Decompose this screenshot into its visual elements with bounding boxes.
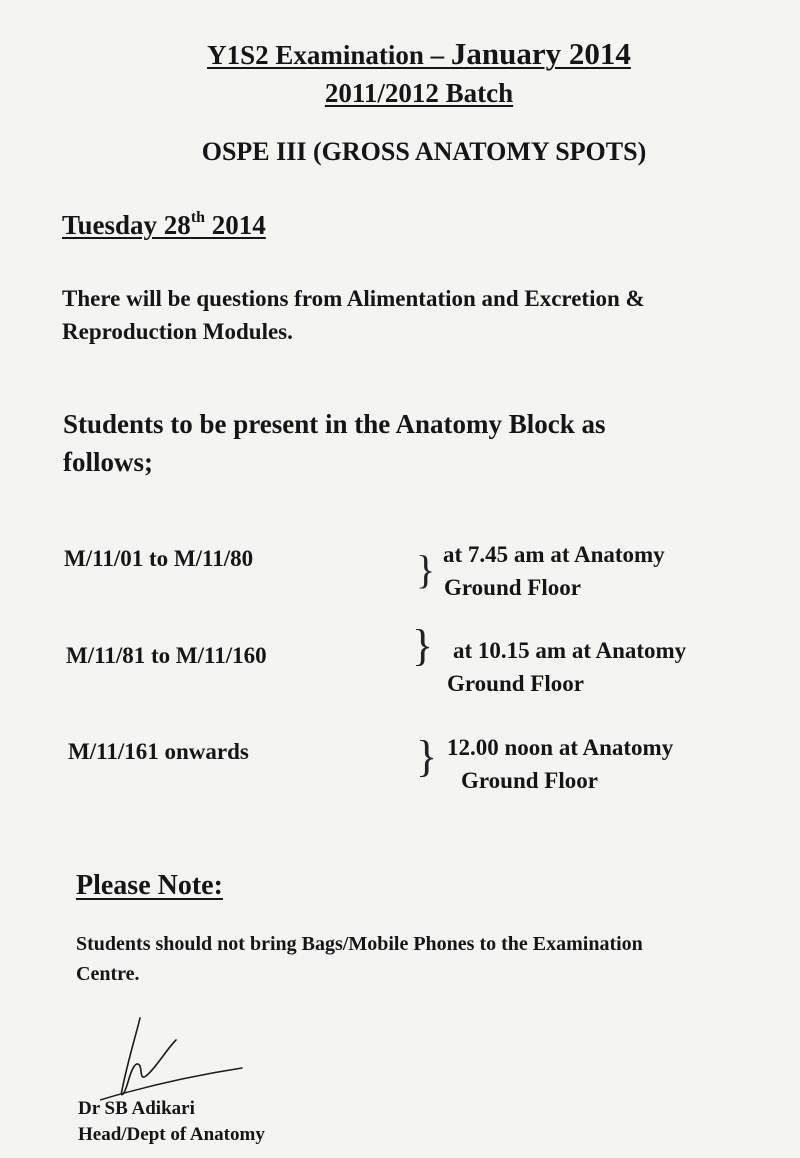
exam-date: Tuesday 28th 2014 — [62, 209, 266, 240]
title-exam-label: Y1S2 Examination – — [207, 40, 451, 70]
signatory-title: Head/Dept of Anatomy — [78, 1124, 265, 1145]
brace-icon: } — [412, 621, 434, 670]
title-exam — [0, 36, 800, 72]
schedule-time-3: 12.00 noon at Anatomy Ground Floor — [447, 735, 674, 793]
note-line-1: Students should not bring Bags/Mobile Phones to the Examination — [76, 933, 643, 955]
signature-icon — [100, 1010, 250, 1105]
note-text — [76, 929, 643, 989]
students-instruction — [63, 405, 606, 481]
schedule-range-2: M/11/81 to M/11/160 — [66, 643, 267, 668]
schedule-range-3: M/11/161 onwards — [68, 739, 249, 764]
title-exam-date: January 2014 — [450, 36, 631, 71]
note-line-2: Centre. — [76, 963, 140, 985]
title-ospe: OSPE III (GROSS ANATOMY SPOTS) — [201, 137, 647, 166]
intro-text — [62, 282, 645, 348]
brace-icon: } — [416, 732, 438, 781]
brace-icon: } — [416, 547, 436, 592]
signatory-name: Dr SB Adikari — [78, 1098, 195, 1119]
intro-line-2: Reproduction Modules. — [62, 319, 293, 344]
schedule-time-1: at 7.45 am at Anatomy Ground Floor — [443, 542, 665, 600]
students-line-1: Students to be present in the Anatomy Block as — [63, 409, 606, 439]
schedule-range-1: M/11/01 to M/11/80 — [64, 546, 254, 571]
students-line-2: follows; — [63, 447, 153, 477]
schedule-time-2: at 10.15 am at Anatomy Ground Floor — [447, 638, 687, 696]
intro-line-1: There will be questions from Alimentation and Excretion & — [62, 286, 645, 311]
title-batch: 2011/2012 Batch — [324, 78, 514, 108]
note-heading: Please Note: — [76, 870, 223, 901]
